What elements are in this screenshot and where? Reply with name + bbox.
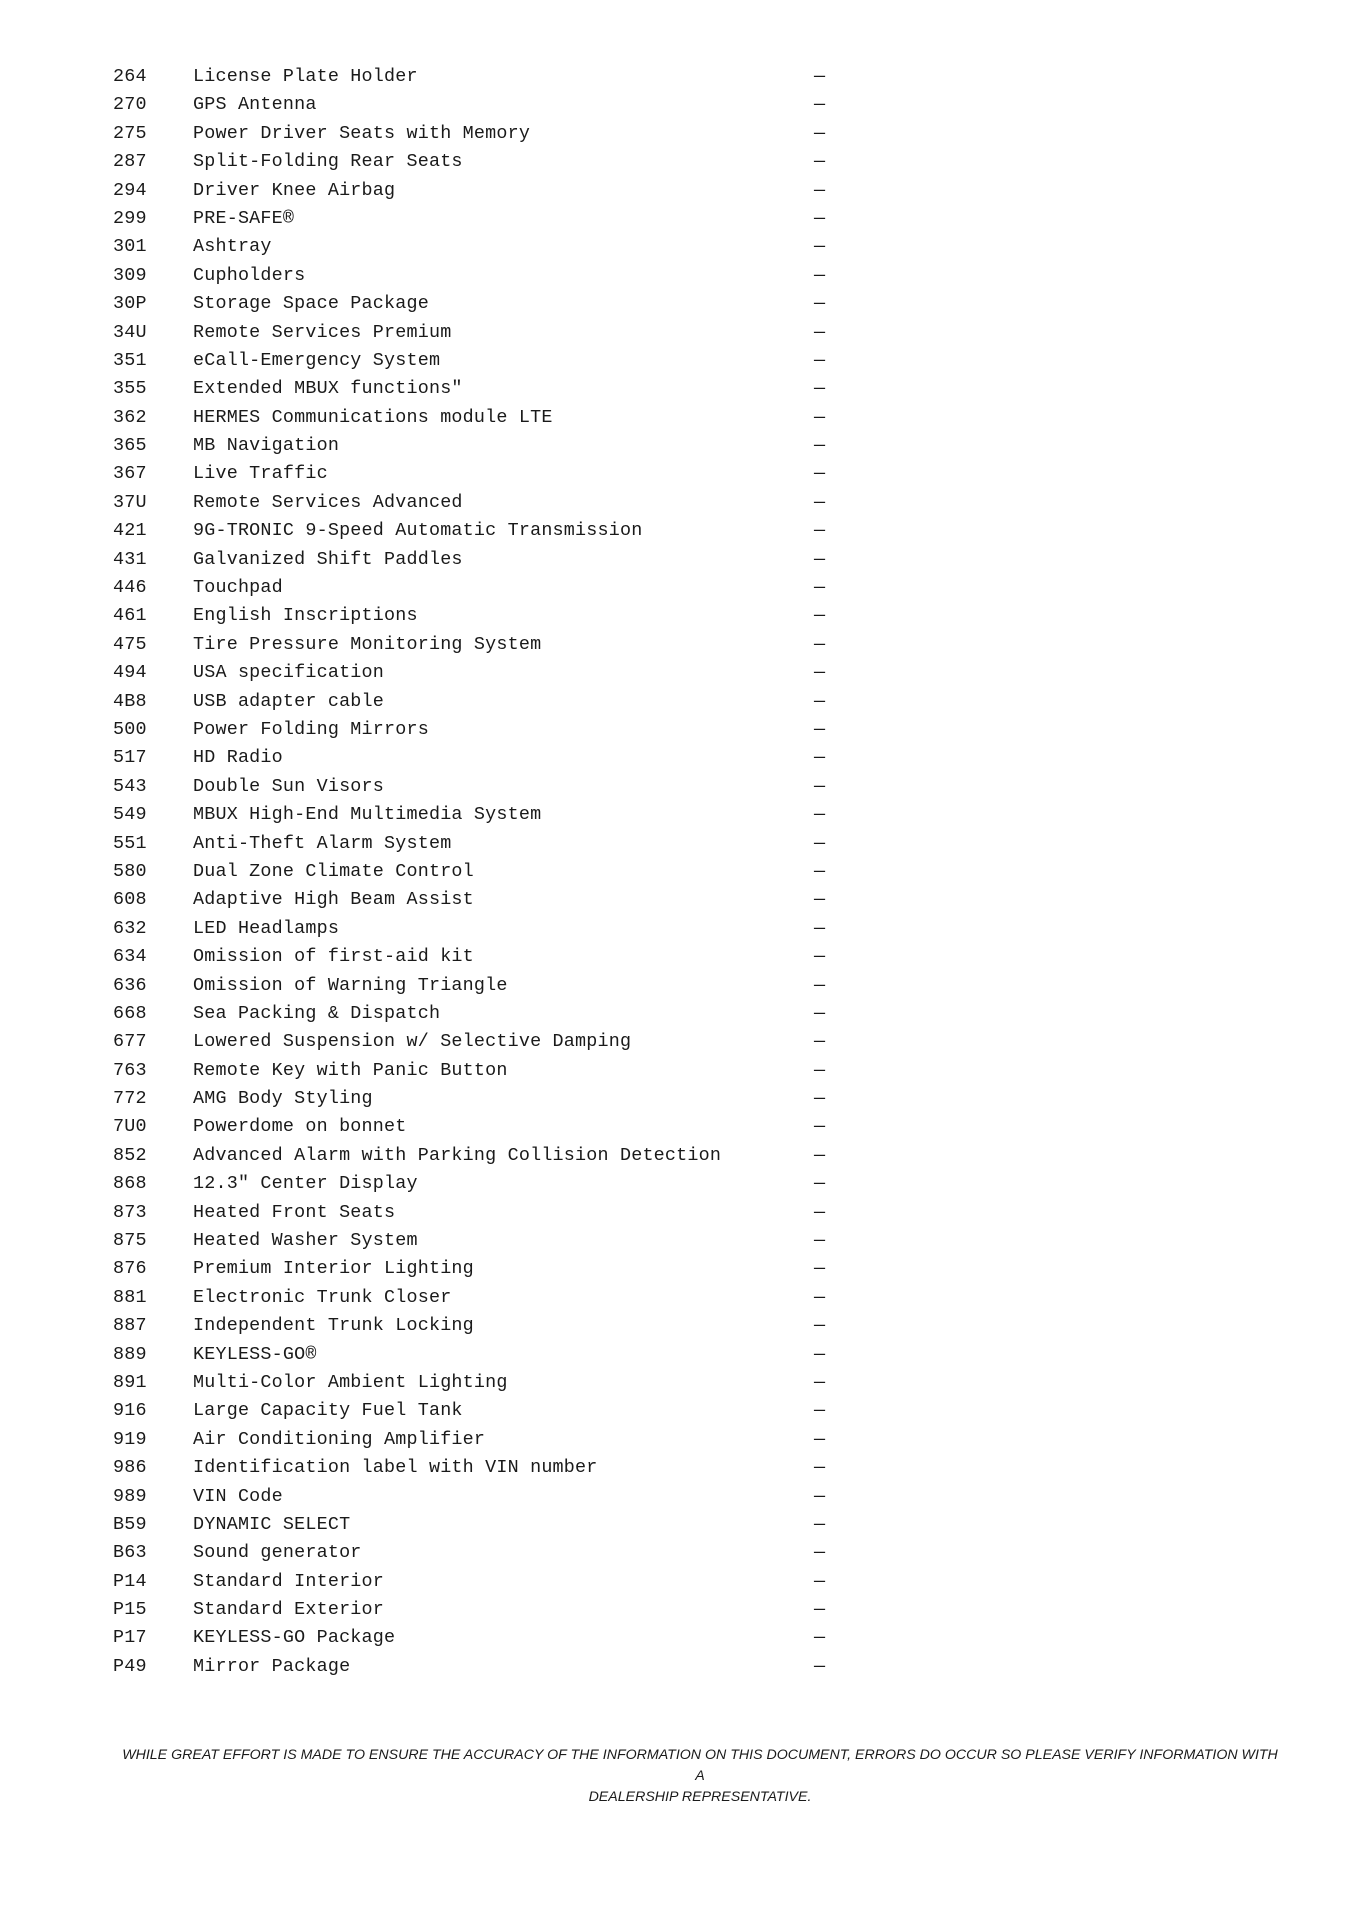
option-price: — (814, 463, 826, 485)
option-price: — (814, 1655, 826, 1677)
option-description: Driver Knee Airbag (193, 179, 396, 201)
option-code: 264 (113, 66, 147, 87)
option-price: — (814, 1315, 826, 1337)
option-price: — (814, 207, 826, 229)
option-code: 852 (113, 1144, 147, 1166)
option-row (113, 801, 833, 829)
option-description: Sea Packing & Dispatch (193, 1002, 441, 1024)
option-row (113, 915, 833, 943)
option-description: Electronic Trunk Closer (193, 1286, 452, 1308)
option-code: 868 (113, 1173, 147, 1195)
option-code: 634 (113, 946, 147, 968)
option-row (113, 602, 833, 630)
option-row (113, 63, 833, 91)
option-code: 446 (113, 577, 147, 599)
option-description: Galvanized Shift Paddles (193, 548, 463, 570)
option-code: 475 (113, 633, 147, 655)
option-description: Storage Space Package (193, 293, 429, 315)
option-price: — (814, 1201, 826, 1223)
option-description: GPS Antenna (193, 94, 317, 116)
option-price: — (814, 349, 826, 371)
option-code: 608 (113, 889, 147, 911)
option-price: — (814, 1400, 826, 1422)
option-code: 461 (113, 605, 147, 627)
option-description: Double Sun Visors (193, 775, 385, 797)
option-row (113, 886, 833, 914)
option-code: 309 (113, 264, 147, 286)
option-price: — (814, 548, 826, 570)
option-code: 431 (113, 548, 147, 570)
option-code: 351 (113, 349, 147, 371)
option-row (113, 177, 833, 205)
option-description: License Plate Holder (193, 66, 418, 87)
option-description: Large Capacity Fuel Tank (193, 1400, 463, 1422)
option-description: Air Conditioning Amplifier (193, 1428, 486, 1450)
option-description: 9G-TRONIC 9-Speed Automatic Transmission (193, 520, 643, 542)
option-row (113, 1483, 833, 1511)
option-row (113, 319, 833, 347)
option-row (113, 943, 833, 971)
option-code: 636 (113, 974, 147, 996)
option-row (113, 1000, 833, 1028)
option-row (113, 489, 833, 517)
option-row (113, 744, 833, 772)
option-description: Omission of Warning Triangle (193, 974, 508, 996)
option-price: — (814, 860, 826, 882)
option-code: P17 (113, 1627, 147, 1649)
option-code: 677 (113, 1031, 147, 1053)
option-code: 301 (113, 236, 147, 258)
option-code: 299 (113, 207, 147, 229)
option-description: Extended MBUX functions" (193, 378, 463, 400)
option-code: 294 (113, 179, 147, 201)
option-code: P14 (113, 1570, 147, 1592)
option-description: HD Radio (193, 747, 283, 769)
option-description: PRE-SAFE® (193, 207, 295, 229)
option-description: Split-Folding Rear Seats (193, 151, 463, 173)
option-row (113, 460, 833, 488)
option-row (113, 631, 833, 659)
option-description: Heated Front Seats (193, 1201, 396, 1223)
option-row (113, 1170, 833, 1198)
option-price: — (814, 94, 826, 116)
option-row (113, 830, 833, 858)
option-code: 873 (113, 1201, 147, 1223)
option-description: Remote Key with Panic Button (193, 1059, 508, 1081)
option-code: 986 (113, 1457, 147, 1479)
option-price: — (814, 1002, 826, 1024)
option-price: — (814, 1371, 826, 1393)
option-row (113, 1028, 833, 1056)
option-price: — (814, 1286, 826, 1308)
option-code-list (113, 63, 833, 1681)
option-row (113, 1227, 833, 1255)
option-price: — (814, 974, 826, 996)
option-row (113, 404, 833, 432)
option-price: — (814, 662, 826, 684)
option-price: — (814, 1116, 826, 1138)
option-code: 543 (113, 775, 147, 797)
option-description: English Inscriptions (193, 605, 418, 627)
option-row (113, 1596, 833, 1624)
option-row (113, 91, 833, 119)
option-price: — (814, 1627, 826, 1649)
option-code: 367 (113, 463, 147, 485)
option-price: — (814, 1343, 826, 1365)
option-description: MB Navigation (193, 435, 340, 457)
option-price: — (814, 1258, 826, 1280)
option-description: Standard Interior (193, 1570, 385, 1592)
option-code: 889 (113, 1343, 147, 1365)
option-code: 7U0 (113, 1116, 147, 1138)
option-row (113, 972, 833, 1000)
option-row (113, 1142, 833, 1170)
option-code: 916 (113, 1400, 147, 1422)
option-description: AMG Body Styling (193, 1088, 373, 1110)
option-description: Live Traffic (193, 463, 328, 485)
option-code: 421 (113, 520, 147, 542)
option-code: 580 (113, 860, 147, 882)
option-description: Omission of first-aid kit (193, 946, 474, 968)
option-price: — (814, 946, 826, 968)
option-row (113, 375, 833, 403)
option-price: — (814, 378, 826, 400)
option-row (113, 1397, 833, 1425)
option-description: MBUX High-End Multimedia System (193, 804, 542, 826)
option-code: 772 (113, 1088, 147, 1110)
option-description: USA specification (193, 662, 385, 684)
option-price: — (814, 66, 826, 87)
option-description: Heated Washer System (193, 1230, 418, 1252)
option-description: Mirror Package (193, 1655, 351, 1677)
option-price: — (814, 1513, 826, 1535)
option-code: 37U (113, 491, 147, 513)
option-description: Tire Pressure Monitoring System (193, 633, 542, 655)
option-price: — (814, 577, 826, 599)
option-price: — (814, 151, 826, 173)
option-description: USB adapter cable (193, 690, 385, 712)
option-price: — (814, 1173, 826, 1195)
option-price: — (814, 179, 826, 201)
option-description: Powerdome on bonnet (193, 1116, 407, 1138)
option-description: Adaptive High Beam Assist (193, 889, 474, 911)
option-description: DYNAMIC SELECT (193, 1513, 351, 1535)
option-price: — (814, 1570, 826, 1592)
option-row (113, 546, 833, 574)
option-description: Standard Exterior (193, 1599, 385, 1621)
option-row (113, 773, 833, 801)
option-row (113, 120, 833, 148)
option-row (113, 262, 833, 290)
option-price: — (814, 236, 826, 258)
option-row (113, 1426, 833, 1454)
option-price: — (814, 122, 826, 144)
option-code: 30P (113, 293, 147, 315)
option-row (113, 205, 833, 233)
option-code: 632 (113, 917, 147, 939)
option-description: Multi-Color Ambient Lighting (193, 1371, 508, 1393)
option-row (113, 347, 833, 375)
option-code: 668 (113, 1002, 147, 1024)
option-price: — (814, 1485, 826, 1507)
option-price: — (814, 690, 826, 712)
option-description: Remote Services Advanced (193, 491, 463, 513)
option-row (113, 1511, 833, 1539)
option-description: Advanced Alarm with Parking Collision Detection (193, 1144, 722, 1166)
option-description: LED Headlamps (193, 917, 340, 939)
option-row (113, 1568, 833, 1596)
option-price: — (814, 718, 826, 740)
option-price: — (814, 889, 826, 911)
option-code: 876 (113, 1258, 147, 1280)
option-row (113, 1624, 833, 1652)
option-description: VIN Code (193, 1485, 283, 1507)
option-code: P49 (113, 1655, 147, 1677)
option-description: Power Driver Seats with Memory (193, 122, 531, 144)
option-code: 881 (113, 1286, 147, 1308)
option-description: Remote Services Premium (193, 321, 452, 343)
option-row (113, 233, 833, 261)
option-price: — (814, 775, 826, 797)
option-description: eCall-Emergency System (193, 349, 441, 371)
option-row (113, 1113, 833, 1141)
option-code: B63 (113, 1542, 147, 1564)
option-row (113, 432, 833, 460)
option-price: — (814, 605, 826, 627)
option-code: 494 (113, 662, 147, 684)
option-code: 365 (113, 435, 147, 457)
option-price: — (814, 520, 826, 542)
option-row (113, 290, 833, 318)
option-description: KEYLESS-GO® (193, 1343, 317, 1365)
option-description: Anti-Theft Alarm System (193, 832, 452, 854)
option-row (113, 1085, 833, 1113)
option-code: 875 (113, 1230, 147, 1252)
option-code: 919 (113, 1428, 147, 1450)
option-row (113, 1199, 833, 1227)
option-price: — (814, 917, 826, 939)
option-row (113, 688, 833, 716)
option-description: Identification label with VIN number (193, 1457, 598, 1479)
option-row (113, 148, 833, 176)
disclaimer-line-2: DEALERSHIP REPRESENTATIVE. (588, 1789, 812, 1805)
option-price: — (814, 264, 826, 286)
option-code: 763 (113, 1059, 147, 1081)
option-price: — (814, 1088, 826, 1110)
option-code: 887 (113, 1315, 147, 1337)
option-price: — (814, 832, 826, 854)
option-row (113, 574, 833, 602)
option-description: HERMES Communications module LTE (193, 406, 553, 428)
option-description: Premium Interior Lighting (193, 1258, 474, 1280)
option-price: — (814, 804, 826, 826)
option-description: Ashtray (193, 236, 272, 258)
option-code: 34U (113, 321, 147, 343)
option-price: — (814, 1031, 826, 1053)
option-price: — (814, 1144, 826, 1166)
option-row (113, 1312, 833, 1340)
option-description: Independent Trunk Locking (193, 1315, 474, 1337)
option-code: 287 (113, 151, 147, 173)
option-price: — (814, 406, 826, 428)
option-row (113, 1255, 833, 1283)
option-code: 275 (113, 122, 147, 144)
option-row (113, 1653, 833, 1681)
option-price: — (814, 633, 826, 655)
option-code: 517 (113, 747, 147, 769)
option-code: 270 (113, 94, 147, 116)
option-code: 891 (113, 1371, 147, 1393)
option-price: — (814, 1457, 826, 1479)
option-code: 355 (113, 378, 147, 400)
option-price: — (814, 1230, 826, 1252)
disclaimer-footer (120, 1745, 1280, 1808)
option-price: — (814, 747, 826, 769)
option-code: 551 (113, 832, 147, 854)
option-row (113, 858, 833, 886)
option-price: — (814, 321, 826, 343)
option-row (113, 517, 833, 545)
option-row (113, 1454, 833, 1482)
option-code: 362 (113, 406, 147, 428)
option-row (113, 1057, 833, 1085)
option-code: 4B8 (113, 690, 147, 712)
option-description: 12.3" Center Display (193, 1173, 418, 1195)
option-description: Touchpad (193, 577, 283, 599)
option-code: 500 (113, 718, 147, 740)
option-price: — (814, 1599, 826, 1621)
option-price: — (814, 1428, 826, 1450)
option-description: KEYLESS-GO Package (193, 1627, 396, 1649)
option-description: Power Folding Mirrors (193, 718, 429, 740)
option-price: — (814, 491, 826, 513)
option-description: Lowered Suspension w/ Selective Damping (193, 1031, 632, 1053)
option-code: 549 (113, 804, 147, 826)
option-description: Dual Zone Climate Control (193, 860, 474, 882)
option-row (113, 1539, 833, 1567)
option-code: P15 (113, 1599, 147, 1621)
option-price: — (814, 435, 826, 457)
disclaimer-line-1: WHILE GREAT EFFORT IS MADE TO ENSURE THE ACCURACY OF THE INFORMATION ON THIS DOCUMENT, ERRORS DO OCCUR SO PLEASE VERIFY INFORMATION WITH A (122, 1747, 1278, 1784)
option-code: 989 (113, 1485, 147, 1507)
option-row (113, 1369, 833, 1397)
option-description: Cupholders (193, 264, 306, 286)
option-price: — (814, 1542, 826, 1564)
option-row (113, 716, 833, 744)
option-price: — (814, 1059, 826, 1081)
option-row (113, 1284, 833, 1312)
option-row (113, 659, 833, 687)
option-price: — (814, 293, 826, 315)
option-code: B59 (113, 1513, 147, 1535)
option-description: Sound generator (193, 1542, 362, 1564)
option-row (113, 1341, 833, 1369)
